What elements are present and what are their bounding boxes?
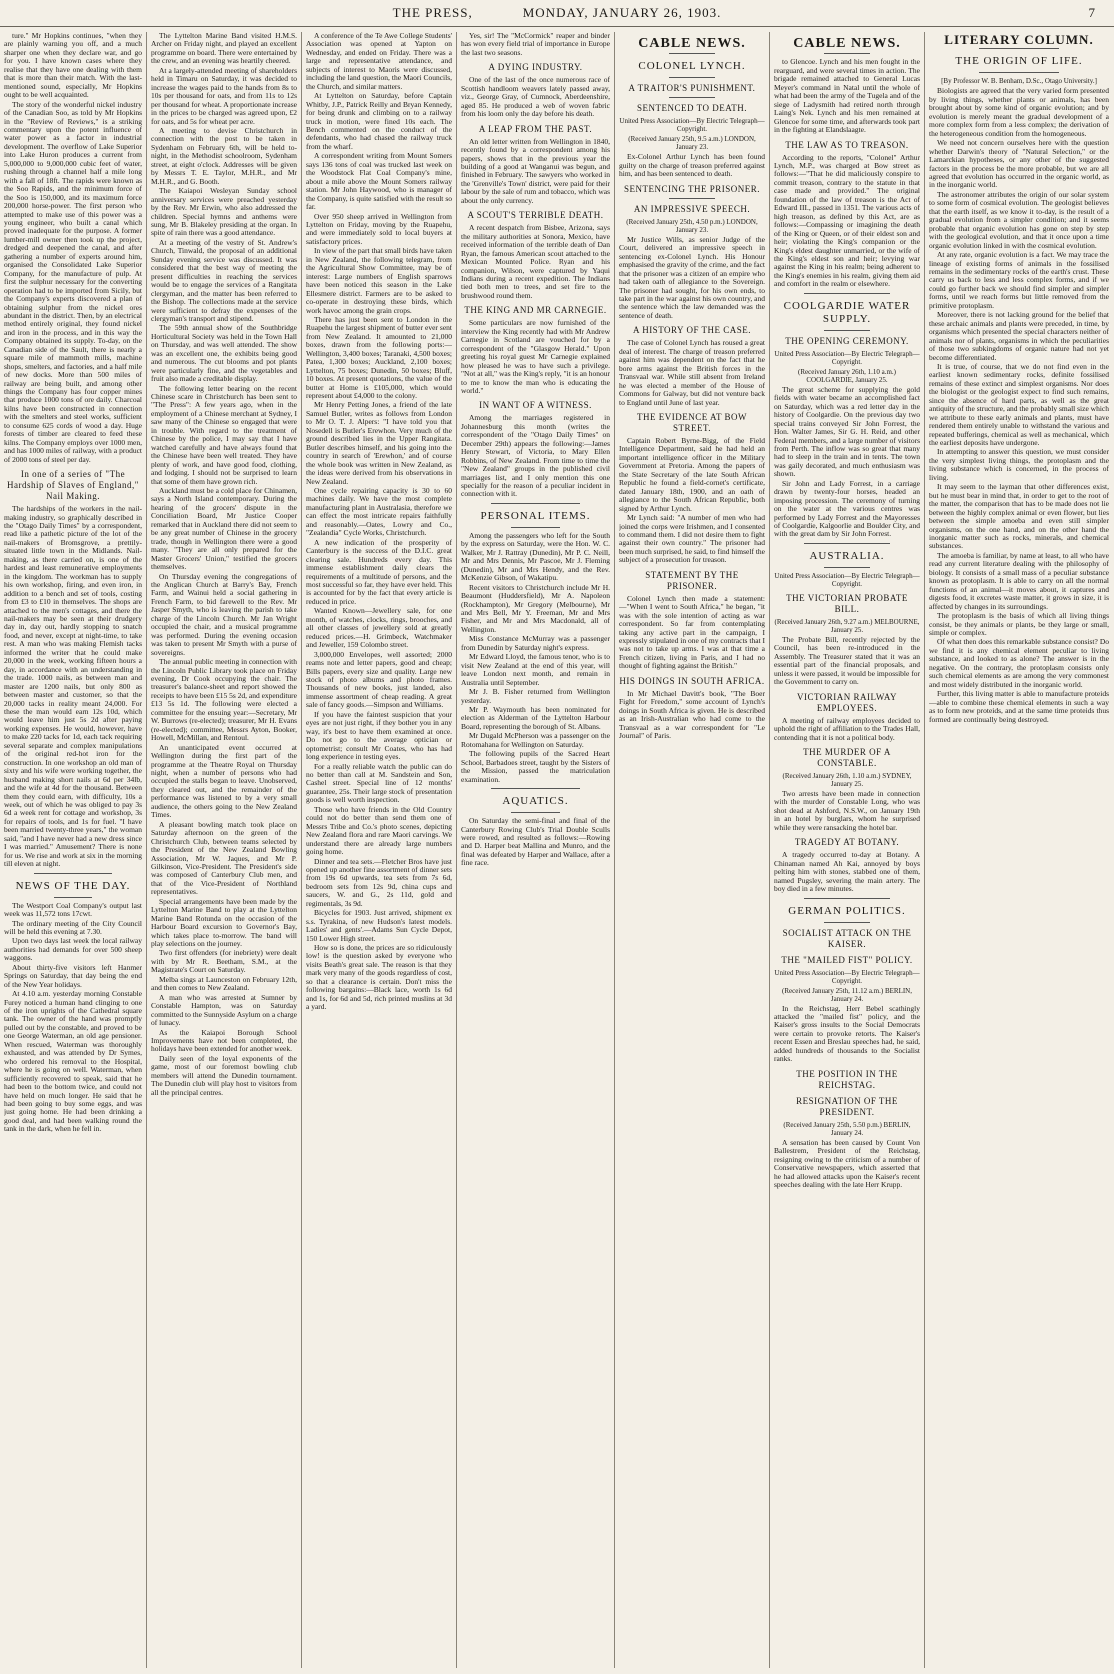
column-rule: [301, 32, 302, 1668]
author-byline: [By Professor W. B. Benham, D.Sc., Otago University.]: [941, 77, 1097, 86]
news-item: There has just been sent to London in the Ruapehu the largest shipment of butter ever sent from New Zealand. It amounted to 21,000 boxes, drawn from the following ports:—Wellington, 3,400 boxes; Taranaki, 4,500 boxes; Patea, 1,300 boxes; Auckland, 2,100 boxes; Lyttelton, 75 boxes; Dunedin, 50 boxes; Bluff, 10 boxes. At present quotations, the value of the butter at Home is £105,000, which would represent about £4,000 to the colony.: [306, 314, 452, 401]
news-item: The ordinary meeting of the City Council will be held this evening at 7.30.: [4, 918, 142, 936]
article-paragraph: ture." Mr Hopkins continues, "when they are plainly warning you off, and a much sharper one when they declare war, and go for you. I have known cases where they realise that they have one dealing with them that is more than their match. With the last-mentioned sound, especially, Mr Hopkins ought to be well acquainted.: [4, 32, 142, 100]
advertisement: Yes, sir! The "McCormick" reaper and binder has won every field trial of importance in Europe the last two seasons.: [461, 32, 610, 57]
advertisement: Those who have friends in the Old Country could not do better than send them one of Messrs Tribe and Co.'s photo scenes, depicting New Zealand flora and rare Maori carvings. We understand there are already large numbers going home.: [306, 804, 452, 857]
advertisement: 3,000,000 Envelopes, well assorted; 2000 reams note and letter papers, good and cheap; Bills papers, every size and quality. Large new stock of photo albums and photo frames. Thousands of new books, just landed, also immense assortment of cheap reading. A great sale of fancy goods.—Simpson and Williams.: [306, 649, 452, 710]
divider: [669, 198, 715, 199]
divider: [979, 48, 1059, 49]
article-subheading: TRAGEDY AT BOTANY.: [794, 837, 900, 848]
news-item: On Saturday the semi-final and final of the Canterbury Rowing Club's Trial Double Sculls were rowed, and resulted as follows:—Rowing and D. Harper beat Mallina and Munro, and the final was defeated by Harper and Wallace, after a fine race.: [461, 816, 610, 868]
article-paragraph: A tragedy occurred to-day at Botany. A Chinaman named Ah Kai, annoyed by boys pelting him with stones, stabbed one of them, named Pugsley, severing the main artery. The boy died in a few minutes.: [774, 850, 920, 894]
divider: [669, 53, 715, 54]
divider: [511, 527, 560, 528]
dateline: (Received January 25th, 4.50 p.m.) LONDON, January 23.: [626, 217, 758, 234]
issue-date: MONDAY, JANUARY 26, 1903.: [522, 5, 722, 20]
news-item: The annual public meeting in connection with the Lincoln Public Library took place on Friday evening, Dr Cook occupying the chair. The treasurer's balance-sheet and report showed the receipts to have been £15 5s 2d, and expenditure £13 5s 1d. The following were elected a committee for the ensuing year:—Secretary, Mr W. Burrows (re-elected); treasurer, Mr H. Evans (re-elected); committee, Messrs Ayton, Booker, Howell, McMillan, and Rentoul.: [151, 657, 297, 743]
divider: [34, 873, 112, 874]
article-paragraph: The protoplasm is the basis of which all living things consist, be they animals or plants, be they large or small, simple or complex.: [929, 611, 1109, 637]
news-item: At a largely-attended meeting of shareholders held in Timaru on Saturday, it was decided to increase the wages paid to the hands from 8s to 10s per thousand for oats, and from 11s to 12s per thousand for wheat. A proportionate increase in the prices to be charged was agreed upon, £2 for oats, and 5s for wheat per acre.: [151, 65, 297, 126]
news-item: About thirty-five visitors left Hanmer Springs on Saturday, that day being the end of the New Year holidays.: [4, 962, 142, 989]
divider: [491, 503, 580, 504]
divider: [669, 77, 715, 78]
section-heading: NEWS OF THE DAY.: [15, 879, 131, 892]
article-paragraph: Moreover, there is not lacking ground for the belief that these archaic animals and plants were preceded, in time, by organisms which presented the special characters neither of animals nor of plants, organisms in which the peculiarities of those two subkingdoms of organic nature had not yet become differentiated.: [929, 310, 1109, 362]
article-paragraph: The astronomer attributes the origin of our solar system to some form of cosmical evolution. The geologist believes that the earth itself, as we know it to-day, is the result of a gradual evolution from a simpler condition; and it seems probable that organic evolution has gone on step by step with the geological evolution, and that it once upon a time organic evolution linked in with the cosmical evolution.: [929, 189, 1109, 250]
article-subheading: A HISTORY OF THE CASE.: [632, 325, 752, 336]
news-item: Among the passengers who left for the South by the express on Saturday, were the Hon. W. C. Walker, Mr J. Rattray (Dunedin), Mr P. C. Neill, Mr and Mrs Dennis, Mr Pascoe, Mr J. Fleming (Dunedin), Mr and Mrs Hendy, and the Rev. McKenzie Gibson, of Wakatipu.: [461, 530, 610, 583]
news-item: Miss Constance McMurray was a passenger from Dunedin by Saturday night's express.: [461, 634, 610, 652]
divider: [824, 922, 870, 923]
section-title: LITERARY COLUMN.: [944, 32, 1094, 47]
news-item: A conference of the Te Awe College Students' Association was opened at Yapton on Wednesday, and ended on Friday. There was a large and representative attendance, and subjects of interest to Maoris were discussed, including the land question, the Maori Councils, the Church, and similar matters.: [306, 32, 452, 91]
article-paragraph: Captain Robert Byrne-Bigg, of the Field Intelligence Department, said he had held an important intelligence officer in the Military Government at Pretoria. Among the papers of the State Secretary of the late South African Republic he found a field-cornet's certificate, dated January 18th, 1900, and an oath of allegiance to the South African Republic, both signed by Arthur Lynch.: [619, 435, 765, 513]
news-item: At Lyttelton on Saturday, before Captain Whitby, J.P., Patrick Reilly and Bryan Kennedy, for being drunk and climbing on to a railway truck in motion, were fined 10s each. The Bench commented on the conduct of the defendants, who had chased the railway truck from the wharf.: [306, 91, 452, 151]
article-paragraph: We need not concern ourselves here with the question whether Darwin's theory of "Natural Selection," or the Lamarckian hypotheses, or any other of the suggested factors in the process be the more probable, but we are all agreed that evolution has occurred in the organic world, as in the inorganic world.: [929, 138, 1109, 190]
news-item: The following pupils of the Sacred Heart School, Barbadoes street, taught by the Sisters of the Mission, passed the matriculation examination.: [461, 749, 610, 784]
column-4: [461, 32, 610, 1668]
article-paragraph: Two arrests have been made in connection with the murder of Constable Long, who was shot dead at Ashford, N.S.W., on January 19th in an hotel by burglars, whom he surprised while they were ransacking the hotel bar.: [774, 789, 920, 832]
article-subheading: SOCIALIST ATTACK ON THE KAISER.: [782, 927, 912, 949]
advertisement: A new indication of the prosperity of Canterbury is the success of the D.I.C. great clearing sale. Hundreds every day. This immense establishment daily clears the requirements of a multitude of persons, and the most successful so far, they have ever held. This is accounted for by the fact that every article is reduced in price.: [306, 537, 452, 606]
article-subheading: A TRAITOR'S PUNISHMENT.: [628, 83, 756, 94]
column-3: [306, 32, 452, 1668]
article-paragraph: A sensation has been caused by Count Von Ballestrem, President of the Reichstag, resigning owing to the criticism of a number of Conservative newspapers, which asserted that he had allowed attacks upon the Kaiser's recent speeches dealing with the late Herr Krupp.: [774, 1137, 920, 1189]
wire-credit: United Press Association—By Electric Telegraph—Copyright.: [774, 968, 920, 985]
article-paragraph: It is true, of course, that we do not find even in the earliest known sedimentary rocks, definite fossilised remains of these extinct and simplest organisms. Nor does the biologist or the geologist expect to find such remains, since the absence of hard parts, as well as the great antiquity of the structure, and the probably small size which we attribute to these early animals and plants, must have rendered them entirely unable to withstand the various and repeated bufferings, chemical as well as mechanical, which the earliest deposits have undergone.: [929, 361, 1109, 448]
news-item: At a meeting of the vestry of St. Andrew's Church, Tinwald, the proposal of an additional Sunday evening service was discussed. It was considered that the best way of meeting the present difficulties in reaching the services would be to engage the services of a Rangitata clergyman, and the matter has been referred to the Bishop. The collections made at the service were sufficient to defray the expenses of the clergyman's transport and stipend.: [151, 237, 297, 323]
article-subheading: THE MURDER OF A CONSTABLE.: [803, 747, 891, 769]
news-item: Special arrangements have been made by the Lyttelton Marine Band to play at the Lyttelton Marine Band Rotunda on the occasion of the Harbour Board excursion to Governor's Bay, which takes place to-morrow. The band will play selections on the journey.: [151, 896, 297, 949]
article-paragraph: Of what then does this remarkable substance consist? Do we find it is any chemical element peculiar to living substance, and looked to as alone? The answer is in the negative. On the contrary, the protoplasm consists only such chemical elements as are among the very commonest and most widely distributed in the inorganic world.: [929, 637, 1109, 689]
advertisement: Dinner and tea sets.—Fletcher Bros have just opened up another fine assortment of dinner sets from 19s 6d upwards, tea sets from 7s 6d, bedroom sets from 12s 9d, china cups and saucers, W. and G., 2s 11d, gold and regimentals, 3s 9d.: [306, 856, 452, 908]
article-paragraph: A meeting of railway employees decided to uphold the right of affiliation to the Trades Hall, contending that it is not a political body.: [774, 715, 920, 742]
article-paragraph: Biologists are agreed that the very varied form presented by living things, whether plants or animals, has been brought about by some kind of organic evolution; and by evolution is merely meant the gradual development of a more complex form from a less complex; the derivation of the heterogeneous condition from the homogeneous.: [929, 86, 1109, 138]
divider: [669, 97, 715, 98]
news-item: Upon two days last week the local railway authorities had demands for over 500 sheep waggons.: [4, 936, 142, 963]
news-item: In view of the part that small birds have taken in New Zealand, the following telegram, from the Agricultural Show Committee, may be of interest: Large numbers of English sparrows have been noticed this season in the Lake Ellesmere district. Farmers are to be asked to co-operate in destroying these birds, which work havoc among the grain crops.: [306, 246, 452, 315]
news-item: An unanticipated event occurred at Wellington during the first part of the programme at the Theatre Royal on Thursday night, when a number of persons who had occupied the stalls began to leave. Unobserved, they cleared out, and the remainder of the performance was listened to by a very small audience, the others going to the New Zealand Times.: [151, 742, 297, 820]
article-subheading: THE POSITION IN THE REICHSTAG.: [796, 1068, 898, 1090]
article-paragraph: The Probate Bill, recently rejected by the Council, has been re-introduced in the Assembly. The Treasurer stated that it was an essential part of the financial proposals, and unless it were passed, it would be impossible for the Government to carry on.: [774, 634, 920, 687]
divider: [804, 293, 890, 294]
news-item: The Kaiapoi Wesleyan Sunday school anniversary services were preached yesterday by the Rev. Mr Erwin, who also addressed the children. Special hymns and anthems were sung, Mr B. Blakeley presiding at the organ. In spite of rain there was a good attendance.: [151, 186, 297, 238]
article-heading: A SCOUT'S TERRIBLE DEATH.: [467, 210, 604, 221]
article-heading: AUSTRALIA.: [809, 549, 885, 562]
article-paragraph: It may seem to the layman that other differences exist, but he must bear in mind that, in order to get to the root of the matter, the comparison that has to be made does not lie between the highly complex animal or even flower, but lies between the simple amoeba and even still simpler organisms, on the one hand, and on the other hand the inorganic matter such as rocks, minerals, and chemical substances.: [929, 482, 1109, 551]
article-heading: A DYING INDUSTRY.: [488, 62, 583, 73]
news-item: On Thursday evening the congregations of the Anglican Church at Barry's Bay, French Farm, and Wainui held a social gathering in French Farm, to bid farewell to the Rev. Mr Jasper Smyth, who is leaving the parish to take charge of the Lincoln Church. Mr Jan Wright occupied the chair, and a musical programme was performed. During the evening occasion was taken to present Mr Smyth with a purse of sovereigns.: [151, 571, 297, 657]
article-heading: COOLGARDIE WATER SUPPLY.: [783, 299, 911, 325]
paper-name: THE PRESS,: [392, 5, 473, 20]
dateline: (Received January 26th, 1.10 a.m.) SYDNEY, January 25.: [782, 772, 912, 789]
advertisement: How so is done, the prices are so ridiculously low! is the question asked by everyone who visits Beath's great sale. The reason is that they mark very many of the goods regardless of cost, so that a clearance is certain. Don't miss the following bargains:—Black lace, worth 1s 6d and 1s, for 6d and 5d, rich printed muslins at 3d a yard.: [306, 943, 452, 1012]
advertisement: One cycle repairing capacity is 30 to 60 machines daily. We have the most complete manufacturing plant in Australasia, therefore we can effect the most intricate repairs faithfully and reasonably.—Oates, Lowry and Co., "Zealandia" Cycle Works, Christchurch.: [306, 486, 452, 538]
news-item: A man who was arrested at Sumner by Constable Hampton, was on Saturday committed to the Sunnyside Asylum on a charge of lunacy.: [151, 992, 297, 1028]
news-item: Melba sings at Launceston on February 12th, and then comes to New Zealand.: [151, 974, 297, 993]
column-rule: [924, 32, 925, 1668]
wire-credit: United Press Association—By Electric Telegraph—Copyright.: [619, 117, 765, 134]
article-heading: IN WANT OF A WITNESS.: [479, 400, 592, 411]
news-item: Mr Edward Lloyd, the famous tenor, who is to visit New Zealand at the end of this year, will leave London next month, and remain in Australia until September.: [461, 652, 610, 687]
news-item: Mr P. Waymouth has been nominated for election as Alderman of the Lyttelton Harbour Board, representing the borough of St. Albans.: [461, 705, 610, 731]
article-paragraph: The story of the wonderful nickel industry of the Canadian Soo, as told by Mr Hopkins in the "Review of Reviews," is a striking commentary upon the potent influence of water power as a factor in industrial development. The overflow of Lake Superior into Lake Huron produces a current from 5,000,000 to 9,000,000 cubic feet of water, rushing through a channel half a mile long with a fall of 18ft. The rapids were known as the Soo Rapids, and the minimum force of the Soo is 150,000, and its maximum force 200,000 horse-power. The first person who attempted to make use of this power was a young engineer, who built a canal which proved inadequate for the purpose. A former lumber-mill owner then took up the project, dredged and deepened the canal, and after gathering a number of experts around him, organised the Consolidated Lake Superior Company, for the manufacture of pulp. At first the sulphur necessary for the converting operation had to be imported from Sicily, but the Company's experts discovered a plan of obtaining sulphur from the nickel ores abundant in the district. Then, by an electrical method entirely original, they found nickel and iron in the process, and in this way the Company obtained its supply. To-day, on the Canadian side of the Sault, there is nearly a square mile of mammoth mills, machine shops, smelters, and factories, and a half mile of new docks. More than 500 miles of railway are being built, and among other things the Company has four copper mines that produce 1000 tons of ore daily. Charcoal kilns have been constructed in connection with the smelters and steel works, sufficient to consume 625 cords of wood a day. Huge forests of timber are cleared to feed these kilns. The Company employs over 1000 men, and has 1000 miles of railway, with a product of 2000 tons of steel per day.: [4, 99, 142, 464]
article-paragraph: Sir John and Lady Forrest, in a carriage drawn by twenty-four horses, headed an imposing procession. The ceremony of turning on the water at the various centres was performed by Lady Forrest and the Mayoresses of Coolgardie, Kalgoorlie and Boulder City, and with the great dam by Sir John Forrest.: [774, 478, 920, 539]
article-subheading: SENTENCED TO DEATH.: [637, 103, 747, 114]
article-subheading: SENTENCING THE PRISONER.: [623, 183, 761, 194]
news-item: A meeting to devise Christchurch in connection with the post to be taken in Sydenham on February 6th, will be held to-night, in the Methodist schoolroom, Sydenham street, at eight o'clock. Addresses will be given by Messrs T. E. Taylor, M.H.R., and Mr M.H.R., and G. Booth.: [151, 125, 297, 186]
column-6: [774, 32, 920, 1668]
column-rule: [456, 32, 457, 1668]
divider: [511, 812, 560, 813]
article-paragraph: According to the reports, "Colonel" Arthur Lynch, M.P., was charged at Bow street as follows:—"That he did maliciously conspire to commit treason, contrary to the statute in that case made and provided." The original foundation of the law of treason is the Act of Edward III., passed in 1351. The various acts of high treason, as defined by this Act, are as follows:—Compassing or imagining the death of the King or Queen, or of their eldest son and heir; violating the King's companion or the King's eldest daughter unmarried, or the wife of the King's eldest son and heir; levying war against the King in his realm; being adherent to the King's enemies in his realm, giving them aid and comfort in the realm or elsewhere.: [774, 152, 920, 289]
article-heading: A LEAP FROM THE PAST.: [478, 123, 593, 134]
article-paragraph: In Mr Michael Davitt's book, "The Boer Fight for Freedom," some account of Lynch's doings in South Africa is given. He is described as an Irish-Australian who had come to the Transvaal as a war correspondent for "Le Journal" of Paris.: [619, 688, 765, 741]
article-paragraph: to Glencoe. Lynch and his men fought in the rearguard, and were several times in action. The brigade remained attached to General Lucas Meyer's command in Natal until the whole of what had been the army of the Tugela and of the siege of Ladysmith had retired north through Laing's Nek. Lynch and his men remained at Glencoe for some time, and afterwards took part in the fighting at Elandslaagte.: [774, 57, 920, 135]
divider: [54, 897, 92, 898]
wire-credit: United Press Association—By Electric Telegraph—Copyright.: [774, 349, 920, 366]
news-item: A correspondent writing from Mount Somers says 136 tons of coal was trucked last week on the Woodstock Flat Coal Company's mine, about a mile above the Mount Somers railway station. Mr John Haywood, who is manager of the Company, is quite satisfied with the result so far.: [306, 151, 452, 212]
article-paragraph: Colonel Lynch then made a statement:—"When I went to South Africa," he began, "it was with the sole intention of acting as war correspondent. So far from contemplating taking any active part in the campaign, I expressly stipulated in one of my contracts that I was not to take up arms. I was at that time a French citizen, living in Paris, and I had no thought of fighting against the British.": [619, 593, 765, 671]
news-item: Mr Henry Petting Jones, a friend of the late Samuel Butler, writes as follows from London to Mr O. T. J. Alpers: "I have told you that Nosedell is Butler's Erewhon. Very much of the ground described lies in the Upper Rangitata. Butler describes himself, and his going into the country in search of 'Erewhon,' and of course the whole book was written in New Zealand, as the ideas were derived from his observations in New Zealand.: [306, 400, 452, 486]
article-heading: GERMAN POLITICS.: [788, 904, 906, 917]
news-item: At 4.10 a.m. yesterday morning Constable Furey noticed a human hand clinging to one of the iron uprights of the Cathedral square tank. The owner of the hand was promptly pulled out by the constable, and proved to be one George Waterman, an old age pensioner. When rescued, Waterman was thoroughly exhausted, and was attended by Dr Symes, who ordered his removal to the Hospital, where he is going on well. Waterman, when sufficiently recovered to speak, said that he had been to the bottom twice, and could not have held on much longer. He said that he had been going to buy some eggs, and was just going home. He had been drinking a good deal, and had been walking round the tank in the dark, when he fell in.: [4, 989, 142, 1134]
article-subheading: THE LAW AS TO TREASON.: [785, 139, 909, 150]
advertisement: For a really reliable watch the public can do no better than call at M. Sandstein and Son, Cashel street. Special line of 12 months' guarantee, 25s. Their large stock of presentation goods is well worth inspection.: [306, 761, 452, 805]
article-paragraph: Among the marriages registered in Johannesburg this month (writes the correspondent of the "Otago Daily Times" on December 29th) appears the following:—James Henry Stewart, of Victoria, to Mary Ellen Robbins, of New Zealand. From time to time the "New Zealand" groups in the published civil marriages list, and I only mention this one specially for the reason of a peculiar incident in connection with it.: [461, 413, 610, 499]
news-item: Two first offenders (for inebriety) were dealt with by Mr R. Beetham, S.M., at the Magistrate's Court on Saturday.: [151, 948, 297, 975]
column-2: [151, 32, 297, 1668]
article-paragraph: One of the last of the once numerous race of Scottish handloom weavers lately passed away, viz., George Gray, of Cumnock, Aberdeenshire, aged 85. He produced a web of woven fabric from his loom only the day before his death.: [461, 75, 610, 119]
column-rule: [769, 32, 770, 1668]
section-title: CABLE NEWS.: [638, 36, 746, 51]
article-paragraph: The amoeba is familiar, by name at least, to all who have read any current literature dealing with the philosophy of biology. It consists of a small mass of a peculiar substance known as protoplasm. It is able to carry on all the normal functions of an animal—it moves about, it captures and digests food, it excretes waste matter, it grows in size, it is affected by changes in its surroundings.: [929, 550, 1109, 611]
article-heading: In one of a series of "The Hardship of Slaves of England," Nail Making.: [7, 469, 139, 502]
column-1: [4, 32, 142, 1668]
divider: [824, 53, 870, 54]
section-title: CABLE NEWS.: [793, 36, 901, 51]
article-subheading: AN IMPRESSIVE SPEECH.: [633, 203, 751, 214]
article-paragraph: An old letter written from Wellington in 1840, recently found by a correspondent among his papers, shows that in the previous year the building of a good at Wanganui was begun, and finished in February. The sawyers who worked in the 'Grenville's Town' district, were paid for their labour by the sale of rum and tobacco, which was about the only currency.: [461, 136, 610, 205]
article-paragraph: Some particulars are now furnished of the interview the King recently had with Mr Andrew Carnegie in Scotland are vouched for by a correspondent of the "Glasgow Herald." Upon greeting his royal guest Mr Carnegie explained how pleased he was to have such a privilege. "Not at all," was the King's reply, "it is an honour to me to know the man who is educating the world.": [461, 318, 610, 395]
news-item: As the Kaiapoi Borough School Improvements have not been completed, the holidays have been extended for another week.: [151, 1027, 297, 1054]
dateline: (Received January 25th, 11.12 a.m.) BERLIN, January 24.: [782, 986, 912, 1003]
news-item: Auckland must be a cold place for Chinamen, says a North Island contemporary. During the hearing of the grocers' dispute in the Conciliation Board, Mr Justice Cooper remarked that in Auckland there did not seem to be any great number of Chinese in the grocery trade, though in Wellington there were a good many. "They are all only prepared for the Master Grocers' Union," testified the grocers themselves.: [151, 486, 297, 572]
article-subheading: HIS DOINGS IN SOUTH AFRICA.: [619, 675, 765, 686]
dateline: (Received January 26th, 1.10 a.m.) COOLGARDIE, January 25.: [798, 367, 896, 384]
article-heading: COLONEL LYNCH.: [638, 60, 746, 73]
advertisement: Wanted Known—Jewellery sale, for one month, of watches, clocks, rings, brooches, and all other classes of jewellery sold at greatly reduced prices.—H. Grimbeck, Watchmaker and Jeweller, 159 Colombo street.: [306, 606, 452, 650]
article-subheading: STATEMENT BY THE PRISONER.: [645, 569, 739, 591]
article-subheading: VICTORIAN RAILWAY EMPLOYEES.: [796, 691, 898, 713]
dateline: (Received January 25th, 9.5 a.m.) LONDON, January 23.: [628, 135, 756, 152]
divider: [979, 72, 1059, 73]
section-heading: PERSONAL ITEMS.: [480, 509, 591, 522]
article-subheading: RESIGNATION OF THE PRESIDENT.: [796, 1095, 898, 1117]
article-paragraph: A recent despatch from Bisbee, Arizona, says the military authorities at Sonora, Mexico, have received information of the terrible death of Dan Ryan, the famous American scout attached to the Mexican Mounted Police. Ryan and his companion, Wilson, were captured by Yaqui Indians during a recent expedition. The Indians tied both men to trees, and set fire to the brushwood round them.: [461, 223, 610, 300]
divider: [824, 567, 870, 568]
article-subheading: THE OPENING CEREMONY.: [785, 335, 909, 346]
column-rule: [614, 32, 615, 1668]
dateline: (Received January 25th, 5.50 p.m.) BERLIN, January 24.: [783, 1120, 911, 1137]
dateline: (Received January 26th, 9.27 a.m.) MELBOURNE, January 25.: [774, 617, 920, 634]
article-paragraph: At any rate, organic evolution is a fact. We may trace the lineage of existing forms of animals in the fossilised remains in the sedimentary rocks of the earth's crust. These carry us back to less and less complex forms, and if we could go further back we should find simpler and simpler forms, until we reach forms but little removed from the primitive protoplasm.: [929, 250, 1109, 310]
article-paragraph: In attempting to answer this question, we must consider the very simplest living things, the protoplasm and the living substance which is concerned, in the process of living.: [929, 447, 1109, 482]
column-7: [929, 32, 1109, 1668]
article-paragraph: The great scheme for supplying the gold fields with water became an accomplished fact on Saturday, which was a red letter day in the history of Coolgardie. On the previous day two special trains conveyed Sir John Forrest, the Hon. Walter James, Sir G. H. Reid, and other Federal members, and a large number of visitors from Perth. The inflow was so great that many had to sleep in the train and in tents. The town was gaily decorated, and much enthusiasm was shown.: [774, 384, 920, 479]
section-heading: AQUATICS.: [502, 795, 569, 808]
column-rule: [146, 32, 147, 1668]
news-item: A pleasant bowling match took place on Saturday afternoon on the green of the Christchurch Club, between teams selected by the President of the New Zealand Bowling Association, Mr W. Jaques, and Mr P. Gilkinson, Vice-President. The President's side was composed of Canterbury Club men, and that of the Vice-President of Northland representatives.: [151, 819, 297, 897]
news-item: The Westport Coal Company's output last week was 11,572 tons 17cwt.: [4, 900, 142, 919]
article-paragraph: The hardships of the workers in the nail-making industry, so graphically described in the "Otago Daily Times" by a correspondent, read like a pathetic picture of the lot of the nail-makers of Bromsgrove, a prettily-situated little town in the Midlands. Nail-making, as there carried on, is one of the hardest and least remunerative employments in the kingdom. The workman has to supply his own workshop, firing, and even iron, in addition to a bench and set of tools, costing from £3 to £10 in themselves. The shops are attached to the men's cottages, and there the nail-makers may be seen at their drudgery day in, day out, hardly stopping to snatch food, and never, except at night-time, to take rest. A man who was making Flemish tacks informed the writer that he could make 20,000 in the week, working fifteen hours a day, in accordance with an understanding in the trade. 1000 nails, as between man and master are 1200 nails, but only 800 as between master and customer, so that the 20,000 tacks in reality meant 24,000. For these the man would earn 12s 10d, which would leave him just 5s 2d after paying working expenses. He would, however, have to make 220 tacks for 1d, each tack requiring several separate and complex manipulations of the original red-hot iron for the construction. In one workshop an old man of sixty and his wife were working together, the husband making short nails at 6d per 34lb, and the wife at 4d for the thousand. Between them they could earn, with difficulty, 10s a week, out of which he was obliged to pay 3s 6d a week rent for cottage and workshop, 3s for repairs of tools, and 1s for fuel. "I have been married twenty-three years," the woman said, "and I have never had a new dress since I was married." Amusement? There is none for us. We rise and work at six in the morning till eleven at night.: [4, 504, 142, 869]
news-item: The Lyttelton Marine Band visited H.M.S. Archer on Friday night, and played an excellent programme on board. There were entertained by the crew, and an evening was heartily cheered.: [151, 32, 297, 66]
masthead: [0, 0, 1114, 27]
article-heading: THE ORIGIN OF LIFE.: [955, 55, 1083, 68]
wire-credit: United Press Association—By Electric Telegraph—Copyright.: [774, 571, 920, 588]
news-item: Mr Dugald McPherson was a passenger on the Rotomahana for Wellington on Saturday.: [461, 731, 610, 749]
column-5: [619, 32, 765, 1668]
article-paragraph: In the Reichstag, Herr Bebel scathingly attacked the "mailed fist" policy, and the Kaiser's gross insults to the Social Democrats were certain to provoke retorts. The Kaiser's recent Essen and Breslau speeches had, he said, added hundreds of thousands to the Socialist ranks.: [774, 1003, 920, 1064]
news-item: Daily seen of the loyal exponents of the game, most of our foremost bowling club members will attend the Dunedin tournament. The Dunedin club will play host to visitors from all the principal centres.: [151, 1053, 297, 1097]
article-paragraph: Further, this living matter is able to manufacture proteids—able to combine these chemical elements in such a way as to form new proteids, and at the same time proteids thus formed are continually being destroyed.: [929, 689, 1109, 724]
divider: [804, 898, 890, 899]
divider: [804, 543, 890, 544]
article-paragraph: The case of Colonel Lynch has roused a great deal of interest. The charge of treason preferred against him was dependent on the fact that he bore arms against the British forces in the Transvaal war. While still absent from Ireland he was elected a member of the House of Commons for Galway, but did not venture back to England until June of last year.: [619, 338, 765, 407]
article-subheading: THE VICTORIAN PROBATE BILL.: [786, 592, 908, 614]
news-item: Over 950 sheep arrived in Wellington from Lyttelton on Friday, moving by the Ruapehu, and were immediately sold to local buyers at satisfactory prices.: [306, 211, 452, 246]
advertisement: If you have the faintest suspicion that your eyes are not just right, if they bother you in any way, it's best to have them examined at once. Do not go to the average optician or optometrist; consult Mr Coates, who has had long experience in testing eyes.: [306, 709, 452, 762]
news-item: Recent visitors to Christchurch include Mr H. Beaumont (Huddersfield), Mr A. Napoleon (Rockhampton), Mr Gregory (Melbourne), Mr and Mrs Bell, Mr Y. Freeman, Mr and Mrs Fisher, and Mr and Mrs Macdonald, all of Wellington.: [461, 582, 610, 634]
advertisement: Bicycles for 1903. Just arrived, shipment ex s.s. Tyrakina, of new Hudson's latest models. Ladies' and gents'.—Adams Sun Cycle Depot, 150 Lower High street.: [306, 908, 452, 943]
article-subheading: THE EVIDENCE AT BOW STREET.: [636, 411, 748, 433]
article-paragraph: Mr Lynch said: "A number of men who had joined the corps were Irishmen, and I consented to command them. I did not desire them to fight against their own country." The prisoner had been much surprised, he said, to find himself the subject of a prosecution for treason.: [619, 513, 765, 565]
page-number: 7: [1088, 5, 1096, 20]
article-subheading: THE "MAILED FIST" POLICY.: [781, 954, 913, 965]
article-paragraph: Ex-Colonel Arthur Lynch has been found guilty on the charge of treason preferred against him, and has been sentenced to death.: [619, 152, 765, 179]
divider: [491, 788, 580, 789]
news-item: The 59th annual show of the Southbridge Horticultural Society was held in the Town Hall on Thursday, and was well attended. The show was an excellent one, the exhibits being good and numerous. The cut blooms and pot plants were particularly fine, and the vegetables and fruit also made a creditable display.: [151, 323, 297, 384]
article-heading: THE KING AND MR CARNEGIE.: [464, 305, 607, 316]
news-item: Mr J. B. Fisher returned from Wellington yesterday.: [461, 687, 610, 705]
news-item: The following letter bearing on the recent Chinese scare in Christchurch has been sent to "The Press": A few years ago, when in the employment of a Chinese merchant at Sydney, I saw many of the Chinese so engaged that were in trouble. With regard to the treatment of Chinese by the police, I may say that I have watched carefully and have always found that the Chinese have been well treated. They have plenty of work, and have good food, clothing, and lodging. I should not be surprised to learn that some of them have grown rich.: [151, 383, 297, 486]
article-paragraph: Mr Justice Wills, as senior Judge of the Court, delivered an impressive speech in sentencing ex-Colonel Lynch. His Honour emphasised the gravity of the crime, and the fact that the prisoner was a citizen of an empire who had taken oath of allegiance to the Sovereign. The prisoner had sought, for his own ends, to take part in the war against his own country, and the sentence which the law demanded was the sentence of death.: [619, 234, 765, 320]
divider: [824, 330, 870, 331]
